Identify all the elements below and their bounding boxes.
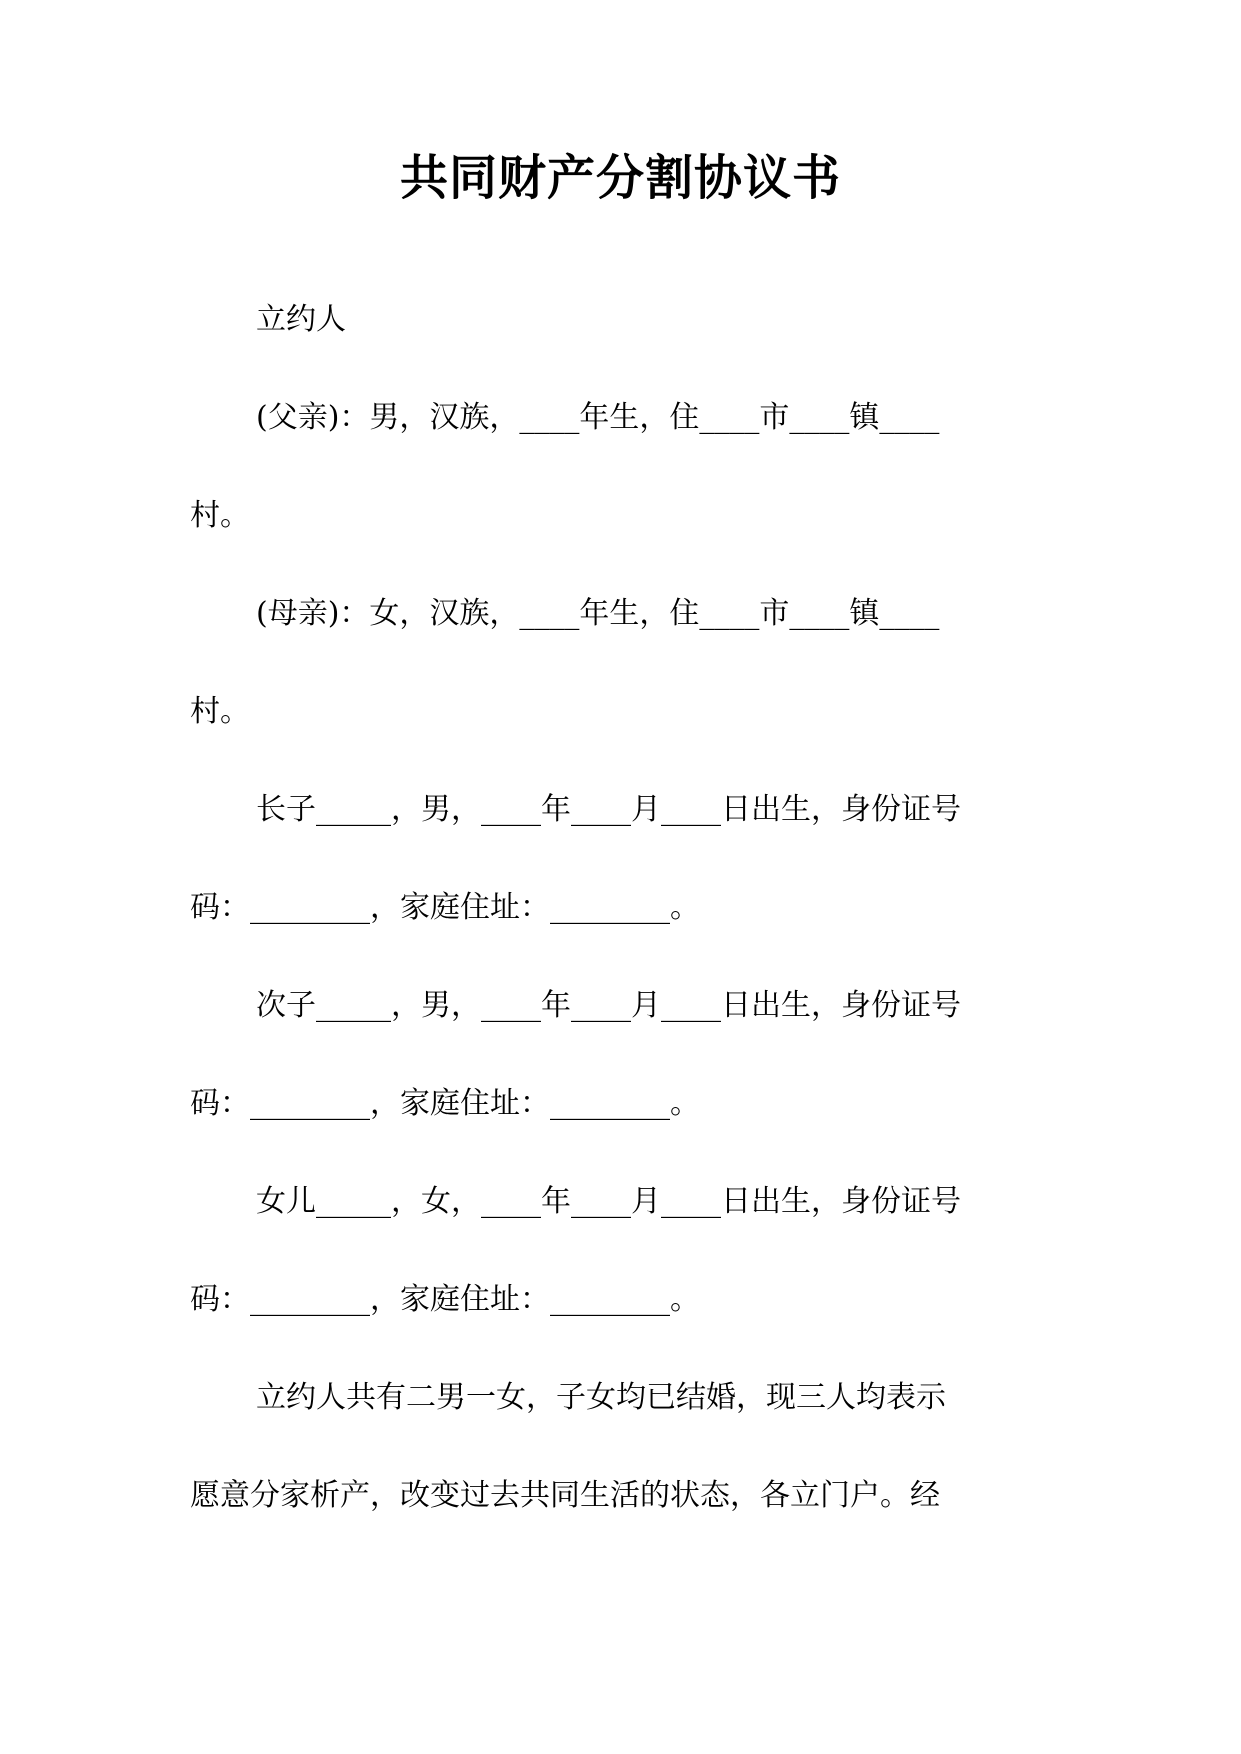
mother-info-line-1: (母亲)：女，汉族，____年生，住____市____镇____ [256, 596, 940, 631]
agreement-paragraph-line-1: 立约人共有二男一女，子女均已结婚，现三人均表示 [256, 1380, 946, 1415]
party-heading: 立约人 [256, 302, 346, 337]
eldest-son-info-line-1: 长子_____，男，____年____月____日出生，身份证号 [256, 792, 961, 827]
document-title: 共同财产分割协议书 [399, 150, 841, 206]
document-body [190, 300, 1050, 1574]
father-info-line-2: 村。 [190, 498, 250, 533]
father-info-line-1: (父亲)：男，汉族，____年生，住____市____镇____ [256, 400, 940, 435]
second-son-info-line-2: 码：________，家庭住址：________。 [190, 1086, 700, 1121]
mother-info-line-2: 村。 [190, 694, 250, 729]
daughter-info-line-2: 码：________，家庭住址：________。 [190, 1282, 700, 1317]
agreement-paragraph-line-2: 愿意分家析产，改变过去共同生活的状态，各立门户。经 [190, 1478, 940, 1513]
eldest-son-info-line-2: 码：________，家庭住址：________。 [190, 890, 700, 925]
second-son-info-line-1: 次子_____，男，____年____月____日出生，身份证号 [256, 988, 961, 1023]
daughter-info-line-1: 女儿_____，女，____年____月____日出生，身份证号 [256, 1184, 961, 1219]
